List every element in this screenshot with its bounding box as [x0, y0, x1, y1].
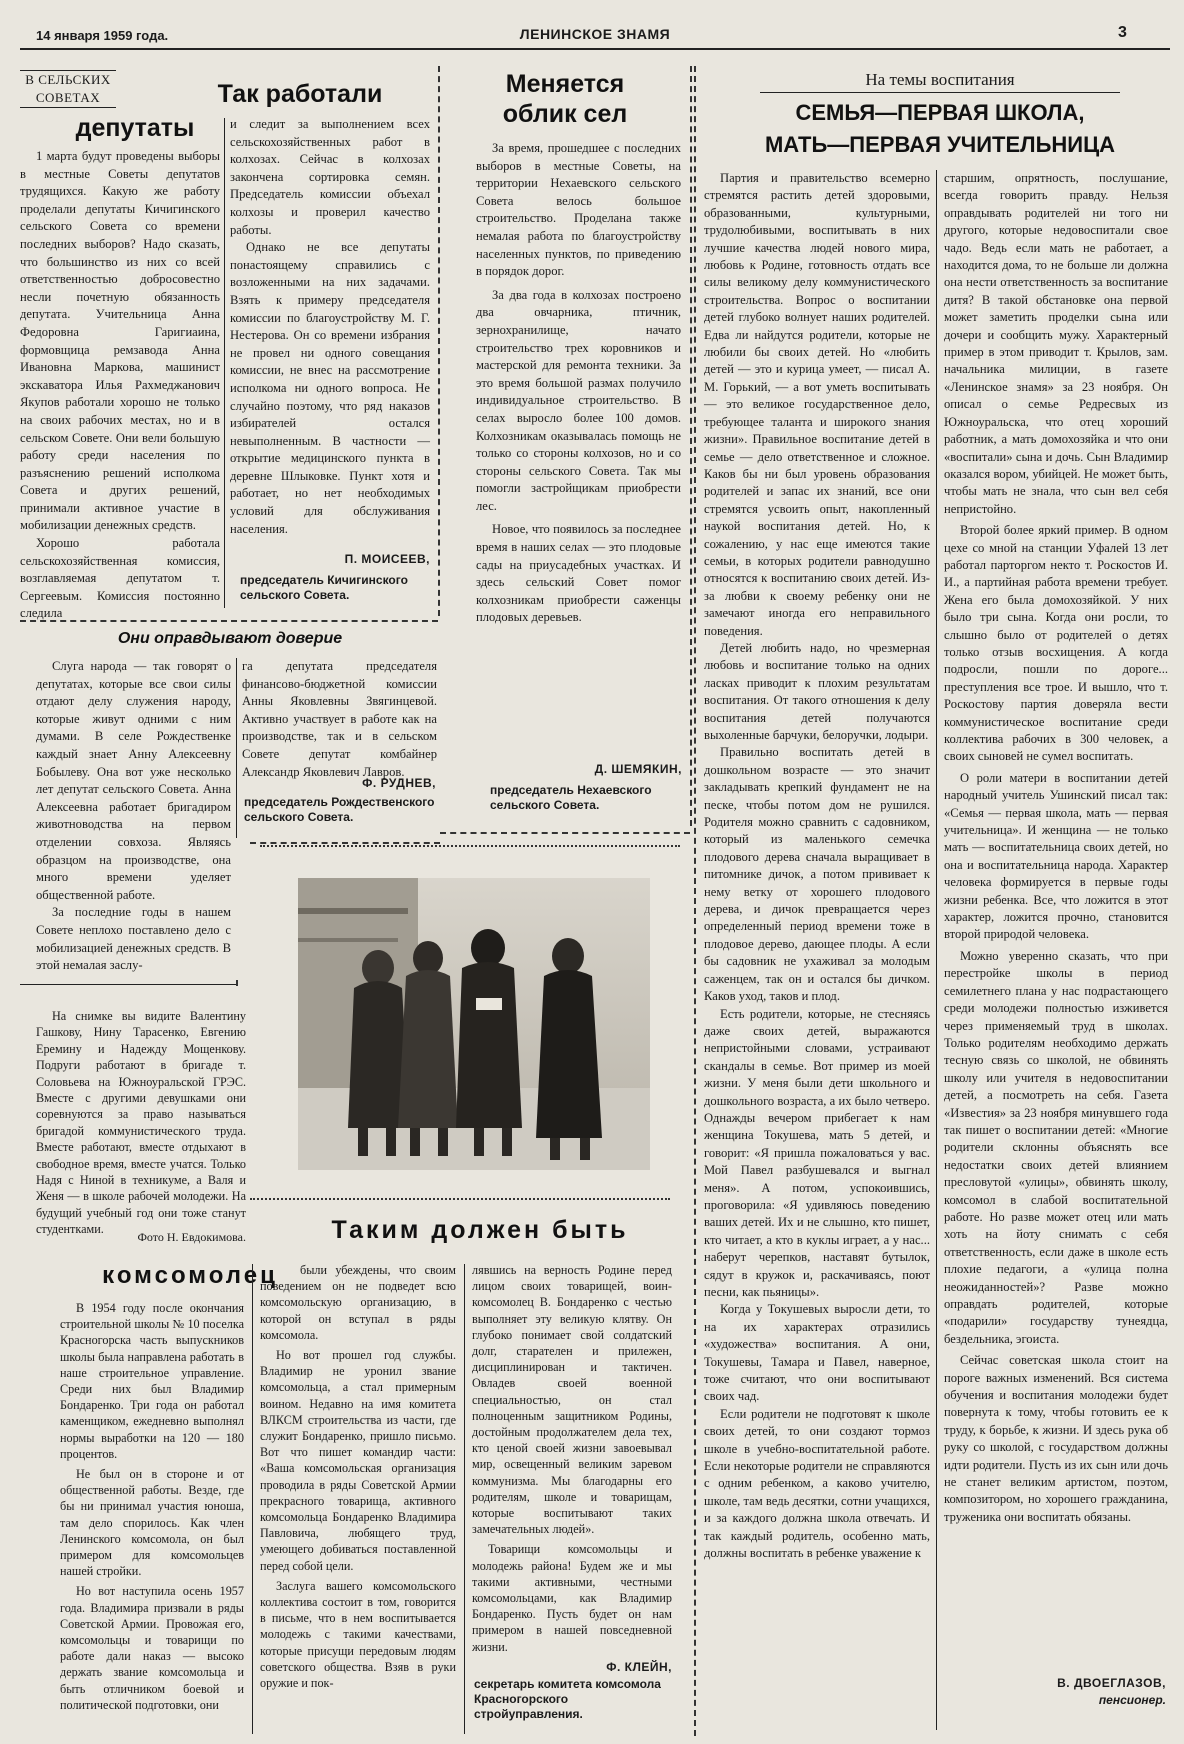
- deputies-headline-1: Так работали: [217, 80, 383, 108]
- village-column: За время, прошедшее с последних выборов в местные Советы, на территории Нехаевского сельского Совета велось большое строительство. Проделана также немалая работа по благоустройству населенных пунктов, по приведению в порядок дорог. За два года в колхозах построено два овчарника, птичник, зернохранилище, начато строительство трех коровников и мастерской для ремонта техники. За это время большой размах получило индивидуальное строительство. В селах выросло более 100 домов. Колхозникам оказывалась помощь не только со стороны колхозов, но и со стороны сельского Совета. Так мы помогли застройщикам приобрести лес. Новое, что появилось за последнее время в наших селах — это плодовые сады на приусадебных участках. И здесь сельский Совет помог колхозникам приобрести саженцы плодовых деревьев.: [476, 141, 681, 625]
- komsomol-column-3: лявшись на верность Родине перед лицом своих товарищей, воин-комсомолец В. Бондаренко с честью выполняет эту великую клятву. Он глубоко понимает свой солдатский долг, старателен и прилежен, дисциплинирован и тактичен. Овладев своей военной специальностью, он стал полноценным защитником Родины, достойным продолжателем дела тех, кто ценой своей жизни завоевывал мир, освещенный великим заревом коммунизма. Мы благодарны его родителям, школе и товарищам, которые воспитывают таких замечательных людей». Товарищи комсомольцы и молодежь района! Будем же и мы такими активными, честными комсомольцами, как Владимир Бондаренко. Пусть будет он нам примером в нашей повседневной жизни.: [472, 1263, 672, 1654]
- family-rubric-rule: [760, 92, 1120, 93]
- family-left-border: [694, 66, 696, 1736]
- family-rubric: На темы воспитания: [865, 70, 1015, 89]
- caption-bottom-border: [250, 1198, 670, 1200]
- photo-credit: Фото Н. Евдокимова.: [137, 1230, 246, 1244]
- brigade-photo-image: [298, 878, 650, 1170]
- komsomol-divider-2: [464, 1264, 465, 1734]
- brigade-photo: [298, 878, 650, 1170]
- village-right-border: [690, 66, 692, 826]
- komsomol-column-1: В 1954 году после окончания строительной школы № 10 поселка Красногорска часть выпускников школы была направлена работать в наше строительное управление. Среди них был Владимир Бондаренко. Три года он работал каменщиком, ежедневно выполнял нормы выработки на 120 — 180 процентов. Не был он в стороне и от общественной работы. Везде, где бы ни принимал участия юноша, там дело спорилось. Как член Ленинского комсомола, он был примером для комсомольцев нашей стройки. Но вот наступила осень 1957 года. Владимира призвали в ряды Советской Армии. Провожая его, комсомольцы и товарищи по работе дали наказ — высоко держать звание комсомольца и быть отличником боевой и политической подготовки, они: [60, 1301, 244, 1712]
- deputies-village-border: [438, 66, 440, 616]
- trust-divider: [236, 658, 237, 838]
- family-divider: [936, 170, 937, 1730]
- family-column-2: старшим, опрятность, послушание, всегда говорить правду. Нельзя оправдывать родителей ни того ни другого, которые недовоспитали свое чадо. Ведь если мать не работает, а находится дома, то не больше ли должна она нести ответственность за воспитание дитя? В такой обстановке она первой может заметить проделки сына или дочери и сообщить мужу. Характерный пример в этом приводит т. Крылов, зам. начальника милиции, в газете «Ленинское знамя» за 23 ноября. Он описал о семье Редресвых из Южноуральска, что отец хороший работник, а мать домохозяйка и что они «воспитали» сына и дочь. Сын Владимир оказался вором, убийцей. Не может быть, чтобы мать не знала, что сын вел себя непристойно. Второй более яркий пример. В одном цехе со мной на станции Уфалей 13 лет работал парторгом некто т. Роскостов И. И., а партийная работа времени требует. Жена его была домохозяйкой. У них было три сына. Когда они росли, то слышно было от родителей о детях только отзыв восхищения. А когда подросли, пошли по дороге... преступления все трое. И вышло, что т. Роскостову партия доверяла вести коммунистическое воспитание среди коллектива рабочих в 300 человек, а своих сыновей не сумел воспитать. О роли матери в воспитании детей народный учитель Ушинский писал так: «Семья — первая школа, мать — первая учительница». И женщина — не только мать — воспитательница своих детей, но она и воспитательница народа. Характер человека формируется в первые годы жизни ребенка. Все, что ложится в этот характер, ложится прочно, становится второй природой человека. Можно уверенно сказать, что при перестройке школы в период семилетнего плана у нас подрастающего среди молодежи полностью изживется через применяемый труд в школах. Только родителям необходимо держать тесную связь со школой, не обвинять школу или учителя в недовоспитании детей, а посмотреть на себя. Газета «Известия» за 23 ноября минувшего года так пишет о воспитании детей: «Многие родители склонны объяснять все недостатки своих детей влиянием пресловутой «улицы», обвинять школу, комсомол в слабой воспитательной работе. Но разве может отец или мать хоть на йоту снимать с себя ответственность, если даже в школе есть плохие педагоги, а «улица полна неожиданностей»? Разве можно оправдать родителей, которые «подарили» государству тунеядца, бездельника, эгоиста. Сейчас советская школа стоит на пороге важных изменений. Вся система обучения и воспитания молодежи будет повернута к тому, чтобы готовить ее к труду, к борьбе, к жизни. И здесь рука об руку со школой, с государством должны идти родители. Пусть из их сын или дочь не станет великим артистом, поэтом, композитором, но хорошего гражданина, труженика они воспитать обязаны.: [944, 171, 1168, 1524]
- masthead-date: 14 января 1959 года.: [36, 28, 169, 43]
- komsomol-signature: Ф. КЛЕЙН, секретарь комитета комсомола Красногорского стройуправления.: [474, 1660, 672, 1721]
- masthead-title: ЛЕНИНСКОЕ ЗНАМЯ: [519, 26, 671, 42]
- komsomol-headline-2: комсомолец: [102, 1262, 278, 1289]
- deputies-column-2: и следит за выполнением всех сельскохозяйственных работ в колхозах. Сейчас в колхозах закончена сортировка семян. Председатель комиссии объехал колхозы и проверил качество работы. Однако не все депутаты понастоящему справились с возложенными на них задачами. Взять к примеру председателя комиссии по благоустройству М. Г. Нестерова. Он со времени избрания не провел ни одного совещания комиссии, не внес на рассмотрение исполкома ни одного вопроса. Не случайно поэтому, что ряд наказов избирателей остался невыполненным. В частности — открытие медицинского пункта в деревне Шлыковке. Пункт хотя и работает, но нет необходимых условий для обслуживания населения.: [230, 117, 430, 536]
- komsomol-headline-1: Таким должен быть: [331, 1216, 629, 1244]
- deputies-column-1: 1 марта будут проведены выборы в местные Советы депутатов трудящихся. Какую же работу проделали депутаты Кичигинского сельского Совета со времени последних выборов? Надо сказать, что большинство из них со всей ответственностью добросовестно несли почетную обязанность депутата. Учительница Анна Федоровна Гаригиаина, формовщица ремзавода Анна Ивановна Маркова, машинист экскаватора Илья Рахмеджанович Якупов работали хорошо не только на своих рабочих местах, но и в сельском Совете. Они вели большую работу среди населения по разъяснению решений исполкома Совета и других решений, принимали активное участие в мобилизации денежных средств. Хорошо работала сельскохозяйственная комиссия, возглавляемая депутатом т. Сергеевым. Комиссия постоянно следила: [20, 149, 220, 621]
- trust-signature: Ф. РУДНЕВ, председатель Рождественского сельского Совета.: [244, 776, 436, 824]
- family-column-1: Партия и правительство всемерно стремятся растить детей здоровыми, образованными, культурными, трудолюбивыми, воспитывать в них лучшие качества людей нового мира, любовь к Родине, готовность отдать все силы великому делу коммунистического строительства. Вопрос о воспитании детей глубоко волнует наших родителей. Едва ли найдутся родители, которые не любили бы своих детей. Но «любить детей — это и курица умеет, — писал А. М. Горький, — а вот уметь воспитывать — это великое государственное дело, требующее таланта и широкого знания жизни». Правильное воспитание детей в семье — дело ответственное и сложное. Каков бы ни был уровень образования родителей и запас их знаний, все они стремятся усвоить опыт, накопленный наукой воспитания детей. Но, к сожалению, у нас еще имеются такие семьи, в которых родители равнодушно относятся к воспитанию своих детей. Из-за любви к своему ребенку они не замечают иногда его неправильного поведения. Детей любить надо, но чрезмерная любовь и воспитание только на одних ласках приводит к плохим результатам воспитания. От такого отношения к делу воспитания детей получаются выхоленные барчуки, белоручки, лодыри. Правильно воспитать детей в дошкольном возрасте — это значит закладывать крепкий фундамент не на песке, чтобы потом дом не рушился. Родителя можно сравнить с садовником, который из маленького семечка плодового дерева сначала выращивает в питомнике дичок, а потом прививает к нему ветку от хорошего плодового дерева, и дичок превращается через определенный период времени тоже в плодовое дерево, дающее плоды. А если бы садовник не ухаживал за молодым саженцем, так он и остался бы дичком. Каков уход, таков и плод. Есть родители, которые, не стесняясь даже своих детей, выражаются непристойными словами, устраивают скандалы в семье. Вот пример из моей жизни. У меня были дети школьного и дошкольного возраста, а их было четверо. Однажды вечером прибегает к нам женщина Токушева, мать 5 детей, и говорит: «Я пришла пожаловаться у вас. Мой Павел разбушевался и выгнал меня». А потом, успокоившись, проговорила: «Я удивляюсь поведению ваших детей. Их и не слышно, кто пишет, кто читает, а кто в куклы играет, а у нас... наберут черепков, наставят бутылок, сядут в кружок и, раскачиваясь, поют песни, как пьяницы». Когда у Токушевых выросли дети, то на их характерах отразились «художества» воспитания. А они, Токушевы, Тамара и Павел, наверное, тоже считают, что они воспитывают своих чад. Если родители не подготовят к школе своих детей, то они создают тормоз школе в учебно-воспитательной работе. Если некоторые родители не справляются с одним ребенком, а каково учителю, школе, там ведь десятки, сотни учащихся, и за каждого должна школа отвечать. И так каждый родитель, особенно мать, должны воспитать в ребенке уважение к: [704, 171, 930, 1561]
- village-headline-2: облик сел: [502, 100, 628, 128]
- deputies-divider: [224, 118, 225, 608]
- trust-column-1: Слуга народа — так говорят о депутатах, которые все свои силы отдают делу служения народу, которые живут одними с ним думами. В селе Рождественке каждый знает Анну Алексеевну Бобылеву. Она вот уже несколько лет депутат сельского Совета. Анна Алексеевна работает бригадиром животноводства на первом отделении совхоза. Являясь образцом на производстве, она много времени уделяет общественной работе. За последние годы в нашем Совете неплохо поставлено дело с мобилизацией денежных средств. В этой немалая заслу-: [36, 659, 231, 973]
- komsomol-divider-1: [252, 1264, 253, 1734]
- deputies-headline-2: депутаты: [75, 114, 195, 142]
- page-number: 3: [1118, 24, 1127, 41]
- trust-bottom-rule: [20, 984, 236, 985]
- trust-top-border: [20, 620, 438, 622]
- trust-left-border: [236, 980, 238, 986]
- family-signature: В. ДВОЕГЛАЗОВ, пенсионер.: [1057, 1676, 1166, 1707]
- rubric-rural-councils: В СЕЛЬСКИХ СОВЕТАХ: [20, 70, 116, 108]
- trust-photo-border: [250, 842, 440, 844]
- family-headline-1: СЕМЬЯ—ПЕРВАЯ ШКОЛА,: [795, 100, 1085, 125]
- masthead-rule: [20, 48, 1170, 50]
- village-headline-1: Меняется: [505, 70, 625, 98]
- photo-top-border: [260, 845, 680, 847]
- village-bottom-border: [440, 832, 690, 834]
- komsomol-column-2: были убеждены, что своим поведением он не подведет всю комсомольскую организацию, в которой он вступал в ряды комсомола. Но вот прошел год службы. Владимир не уронил звание комсомольца, а стал примерным воином. Недавно на имя комитета ВЛКСМ строительства из части, где служит Бондаренко, пришло письмо. Вот что пишет командир части: «Ваша комсомольская организация проводила в ряды Советской Армии прекрасного товарища, активного комсомольца Бондаренко Владимира Павловича, любящего труд, умеющего добиваться поставленной перед собой цели. Заслуга вашего комсомольского коллектива состоит в том, говорится в письме, что в нем воспитывается молодежь с такими качествами, которые присущи передовым людям советского общества. Взяв в руки оружие и пок-: [260, 1263, 456, 1691]
- deputies-signature: П. МОИСЕЕВ, председатель Кичигинского сельского Совета.: [240, 552, 430, 602]
- photo-caption: На снимке вы видите Валентину Гашкову, Нину Тарасенко, Евгению Еремину и Надежду Мощенкову. Подруги работают в бригаде т. Соловьева на Южноуральской ГРЭС. Вместе с другими девушками они соревнуются за право называться бригадой коммунистического труда. Вместе работают, вместе отдыхают в свободное время, вместе учатся. Только Надя с Ниной в техникуме, а Валя и Женя — в школе рабочей молодежи. На будущий учебный год они тоже станут студентками.: [36, 1009, 246, 1237]
- trust-column-2: га депутата председателя финансово-бюджетной комиссии Анны Яковлевны Звягинцевой. Активно участвует в работе как на производстве, так и в сельском Совете депутат комбайнер Александр Яковлевич Лавров.: [242, 659, 437, 779]
- family-headline-2: МАТЬ—ПЕРВАЯ УЧИТЕЛЬНИЦА: [764, 132, 1116, 157]
- village-signature: Д. ШЕМЯКИН, председатель Нехаевского сельского Совета.: [490, 762, 682, 812]
- trust-headline: Они оправдывают доверие: [117, 630, 343, 647]
